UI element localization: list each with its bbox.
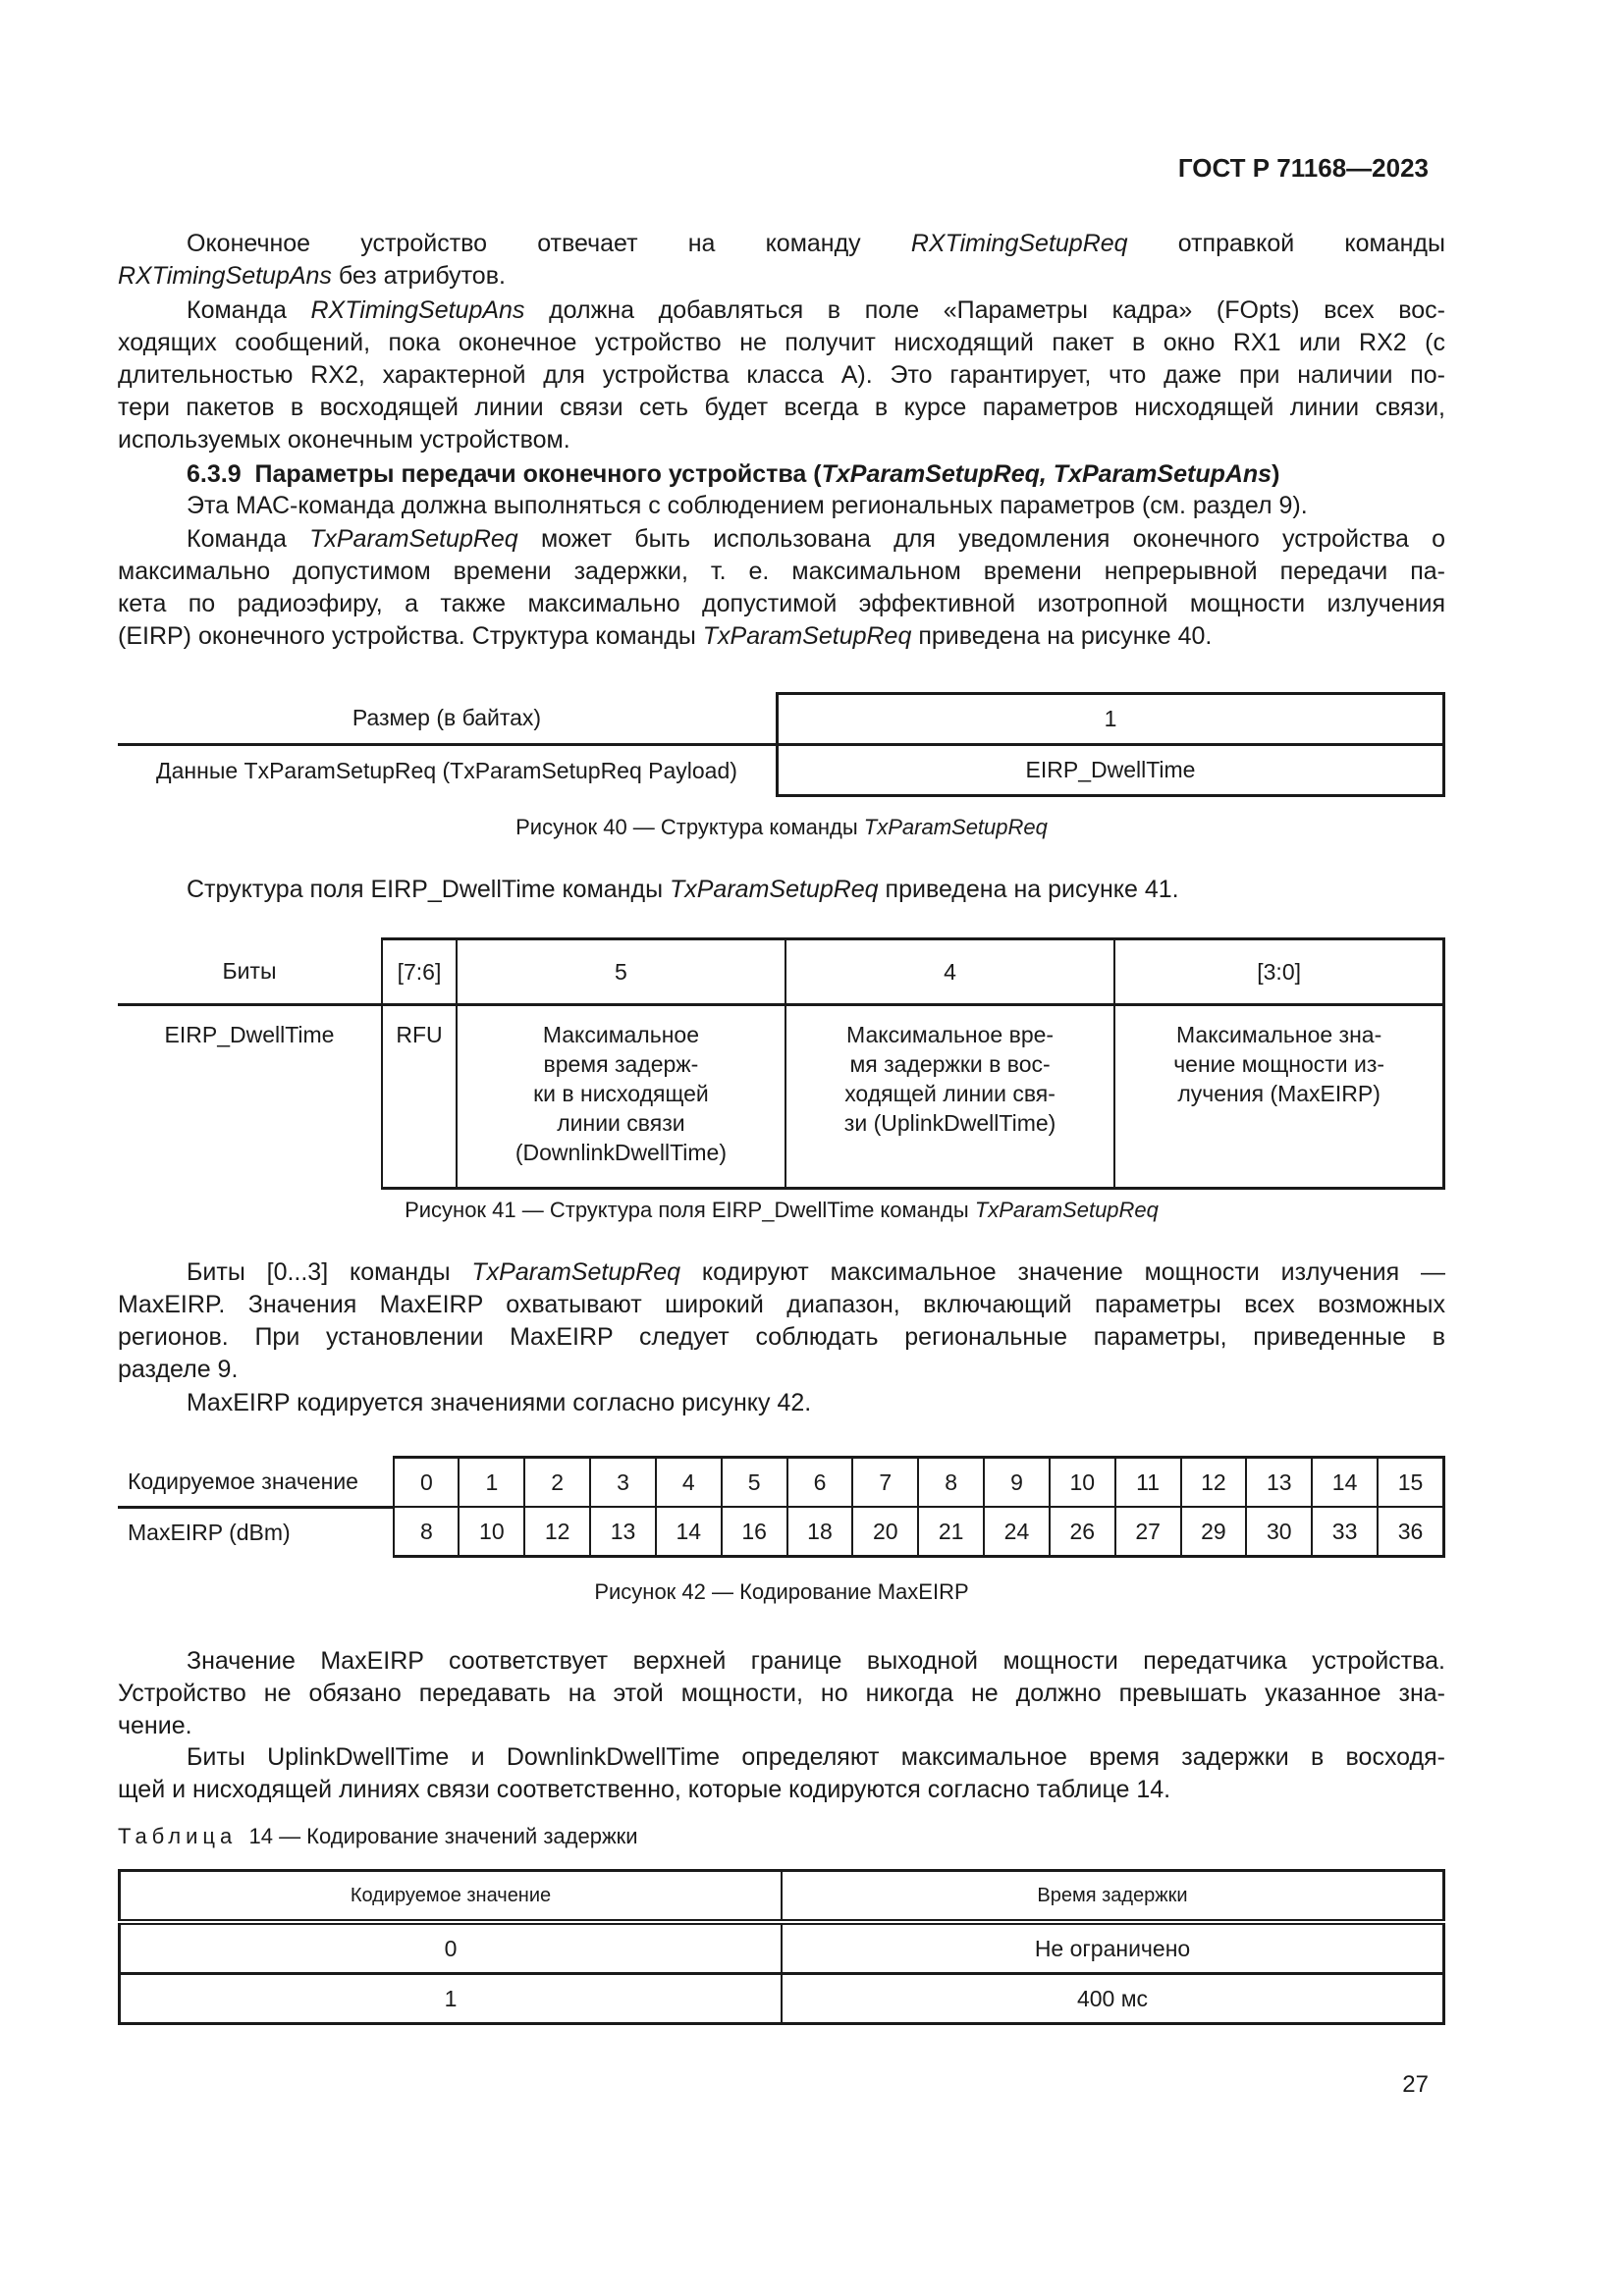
table-cell: 4: [656, 1458, 722, 1508]
table-header-cell: Время задержки: [782, 1871, 1444, 1923]
table-cell: 27: [1115, 1507, 1181, 1557]
table-cell: 16: [722, 1507, 787, 1557]
table-cell: 1: [120, 1974, 783, 2024]
table-cell: 1: [778, 694, 1444, 745]
table-header-row: [120, 1871, 1444, 1923]
table-cell: 13: [590, 1507, 656, 1557]
table-cell: 13: [1246, 1458, 1312, 1508]
table-cell: EIRP_DwellTime: [778, 745, 1444, 796]
table-cell: 9: [984, 1458, 1050, 1508]
paragraph-rxtiming-response: [118, 228, 1445, 293]
table-cell: 14: [1312, 1458, 1378, 1508]
text-line: ходящих сообщений, пока оконечное устройство не получит нисходящий пакет в окно RX1 или RX2 (с: [118, 329, 1445, 356]
text-line: регионов. При установлении MaxEIRP следует соблюдать региональные параметры, приведенные в: [118, 1323, 1445, 1351]
table-cell: 20: [852, 1507, 918, 1557]
text-line: Оконечное устройство отвечает на команду RXTimingSetupReq отправкой команды: [187, 230, 1445, 257]
text-line: щей и нисходящей линиях связи соответственно, которые кодируются согласно таблице 14.: [118, 1776, 1171, 1803]
table-cell: 33: [1312, 1507, 1378, 1557]
text-line: Биты [0...3] команды TxParamSetupReq кодируют максимальное значение мощности излучения —: [187, 1258, 1445, 1286]
table-cell: 12: [524, 1507, 590, 1557]
text-line: Биты UplinkDwellTime и DownlinkDwellTime определяют максимальное время задержки в восходя-: [187, 1743, 1445, 1771]
table-cell: Данные TxParamSetupReq (TxParamSetupReq Payload): [118, 745, 778, 796]
table-cell: RFU: [382, 1005, 457, 1189]
figure-40-caption: Рисунок 40 — Структура команды TxParamSetupReq: [515, 815, 1048, 839]
table-cell: 29: [1181, 1507, 1247, 1557]
table-cell: 3: [590, 1458, 656, 1508]
text-line: Команда RXTimingSetupAns должна добавляться в поле «Параметры кадра» (FOpts) всех вос-: [187, 296, 1445, 324]
table-cell: 24: [984, 1507, 1050, 1557]
table-row: [118, 1507, 1444, 1557]
table-cell: 2: [524, 1458, 590, 1508]
table-cell: 6: [787, 1458, 853, 1508]
table-cell: 12: [1181, 1458, 1247, 1508]
text-line: Значение MaxEIRP соответствует верхней границе выходной мощности передатчика устройства.: [187, 1647, 1445, 1675]
paragraph-mac-regional: Эта МАС-команда должна выполняться с соблюдением региональных параметров (см. раздел 9).: [187, 492, 1308, 519]
section-heading-6-3-9: 6.3.9 Параметры передачи оконечного устройства (TxParamSetupReq, TxParamSetupAns): [187, 460, 1280, 488]
text-line: кета по радиоэфиру, а также максимально допустимой эффективной изотропной мощности излучения: [118, 590, 1445, 617]
table-cell: 8: [918, 1458, 984, 1508]
figure-41-table: [118, 937, 1445, 1190]
paragraph-maxeirp-meaning: [118, 1645, 1445, 1742]
table-row: [118, 1005, 1444, 1189]
table-row: [118, 1458, 1444, 1508]
text-line: тери пакетов в восходящей линии связи сеть будет всегда в курсе параметров нисходящей линии связи,: [118, 394, 1445, 421]
table-cell: Максимальное зна- чение мощности из- лучения (MaxEIRP): [1114, 1005, 1443, 1189]
table-cell: 14: [656, 1507, 722, 1557]
text-line: Устройство не обязано передавать на этой мощности, но никогда не должно превышать указанное зна-: [118, 1680, 1445, 1707]
table-cell: 0: [394, 1458, 459, 1508]
table-cell: 10: [459, 1507, 524, 1557]
table-row: [120, 1974, 1444, 2024]
table-cell: 26: [1050, 1507, 1115, 1557]
table-cell: 5: [722, 1458, 787, 1508]
table-cell: 0: [120, 1922, 783, 1974]
table-cell: EIRP_DwellTime: [118, 1005, 382, 1189]
page-number: 27: [1402, 2071, 1429, 2098]
paragraph-maxeirp-encoding: MaxEIRP кодируется значениями согласно рисунку 42.: [187, 1389, 812, 1416]
table-cell: 15: [1378, 1458, 1443, 1508]
table-row: [118, 745, 1444, 796]
paragraph-dwelltime-bits: [118, 1741, 1445, 1806]
table-header-cell: Биты: [118, 939, 382, 1005]
table-header-cell: [3:0]: [1114, 939, 1443, 1005]
figure-41-caption: Рисунок 41 — Структура поля EIRP_DwellTime команды TxParamSetupReq: [405, 1198, 1159, 1222]
text-line: Команда TxParamSetupReq может быть использована для уведомления оконечного устройства о: [187, 525, 1445, 553]
figure-42-caption: Рисунок 42 — Кодирование MaxEIRP: [594, 1579, 969, 1604]
table-cell: Размер (в байтах): [118, 694, 778, 745]
table-header-cell: 5: [457, 939, 785, 1005]
table-cell: 7: [852, 1458, 918, 1508]
table-cell: Максимальное вре- мя задержки в вос- ходящей линии свя- зи (UplinkDwellTime): [785, 1005, 1114, 1189]
table-cell: 10: [1050, 1458, 1115, 1508]
table-14: [118, 1869, 1445, 2025]
table-cell: 30: [1246, 1507, 1312, 1557]
text-line: разделе 9.: [118, 1356, 239, 1383]
table-header-cell: 4: [785, 939, 1114, 1005]
table-cell: 8: [394, 1507, 459, 1557]
table-cell: 18: [787, 1507, 853, 1557]
table-cell: Не ограничено: [782, 1922, 1444, 1974]
text-line: MaxEIRP. Значения MaxEIRP охватывают широкий диапазон, включающий параметры всех возможных: [118, 1291, 1445, 1318]
figure-42-table: [118, 1456, 1445, 1558]
paragraph-bits-maxeirp: [118, 1256, 1445, 1386]
text-line: максимально допустимом времени задержки, т. е. максимальном времени непрерывной передачи па-: [118, 558, 1445, 585]
paragraph-rxtiming-fopts: [118, 294, 1445, 456]
row-label: Кодируемое значение: [118, 1458, 394, 1508]
row-label: MaxEIRP (dBm): [118, 1507, 394, 1557]
paragraph-txparam-description: [118, 523, 1445, 653]
table-cell: 1: [459, 1458, 524, 1508]
table-header-cell: Кодируемое значение: [120, 1871, 783, 1923]
table-header-cell: [7:6]: [382, 939, 457, 1005]
table-14-caption: Таблица 14 — Кодирование значений задержки: [118, 1824, 638, 1848]
paragraph-eirp-structure: Структура поля EIRP_DwellTime команды TxParamSetupReq приведена на рисунке 41.: [187, 876, 1179, 903]
table-header-row: [118, 939, 1444, 1005]
document-header: ГОСТ Р 71168—2023: [1177, 153, 1429, 183]
table-cell: 11: [1115, 1458, 1181, 1508]
text-line: используемых оконечным устройством.: [118, 426, 570, 454]
table-row: [120, 1922, 1444, 1974]
text-line: длительностью RX2, характерной для устройства класса А). Это гарантирует, что даже при наличии по-: [118, 361, 1445, 389]
table-row: [118, 694, 1444, 745]
text-line: RXTimingSetupAns без атрибутов.: [118, 262, 506, 290]
table-cell: 400 мс: [782, 1974, 1444, 2024]
table-cell: 21: [918, 1507, 984, 1557]
text-line: чение.: [118, 1712, 192, 1739]
figure-40-table: [118, 692, 1445, 797]
text-line: (EIRP) оконечного устройства. Структура команды TxParamSetupReq приведена на рисунке 40.: [118, 622, 1213, 650]
table-cell: Максимальное время задерж- ки в нисходящей линии связи (DownlinkDwellTime): [457, 1005, 785, 1189]
table-cell: 36: [1378, 1507, 1443, 1557]
